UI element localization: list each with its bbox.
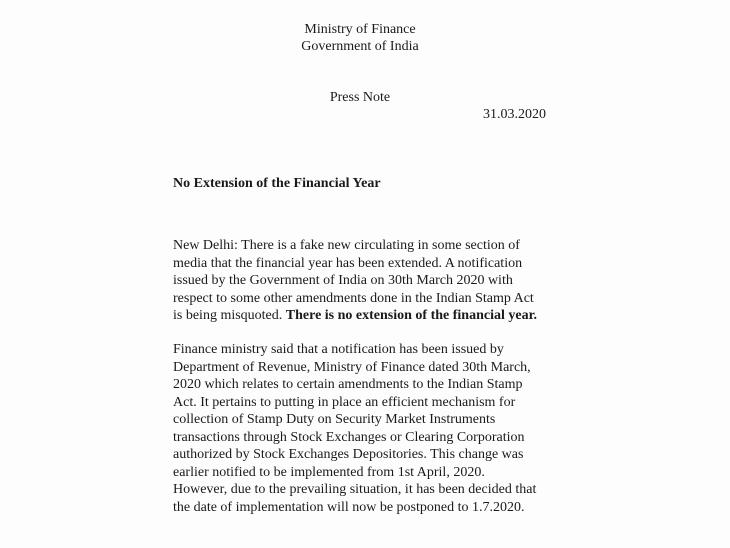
paragraph-1-last-line-text: is being misquoted.: [173, 308, 286, 323]
press-note-title: Press Note: [329, 90, 391, 105]
government-name: Government of India: [301, 39, 419, 54]
paragraph-2-line: Finance ministry said that a notification has been issued by: [173, 342, 504, 357]
paragraph-2-line: authorized by Stock Exchanges Depositories. This change was: [173, 447, 524, 462]
paragraph-2-line: the date of implementation will now be postponed to 1.7.2020.: [173, 499, 525, 515]
paragraph-1-last-line: [173, 307, 553, 325]
paragraph-2: [173, 341, 553, 516]
paragraph-1: [173, 237, 553, 325]
paragraph-1-line: issued by the Government of India on 30th March 2020 with: [173, 273, 513, 288]
paragraph-2-line: Department of Revenue, Ministry of Finance dated 30th March,: [173, 359, 531, 375]
paragraph-2-line: earlier notified to be implemented from 1st April, 2020.: [173, 464, 485, 480]
paragraph-2-line: 2020 which relates to certain amendments to the Indian Stamp: [173, 377, 523, 392]
subject-heading: No Extension of the Financial Year: [173, 176, 381, 191]
paragraph-1-line: New Delhi: There is a fake new circulating in some section of: [173, 238, 520, 253]
paragraph-1-line: respect to some other amendments done in the Indian Stamp Act: [173, 290, 534, 306]
paragraph-1-line: media that the financial year has been extended. A notification: [173, 255, 523, 271]
paragraph-2-line: Act. It pertains to putting in place an efficient mechanism for: [173, 394, 516, 410]
paragraph-2-line: collection of Stamp Duty on Security Market Instruments: [173, 412, 496, 427]
paragraph-2-line: transactions through Stock Exchanges or Clearing Corporation: [173, 429, 525, 445]
paragraph-2-line: However, due to the prevailing situation, it has been decided that: [173, 482, 537, 497]
press-note-date: 31.03.2020: [483, 107, 546, 122]
ministry-name: Ministry of Finance: [304, 22, 416, 37]
no-extension-statement: There is no extension of the financial year.: [285, 308, 538, 323]
